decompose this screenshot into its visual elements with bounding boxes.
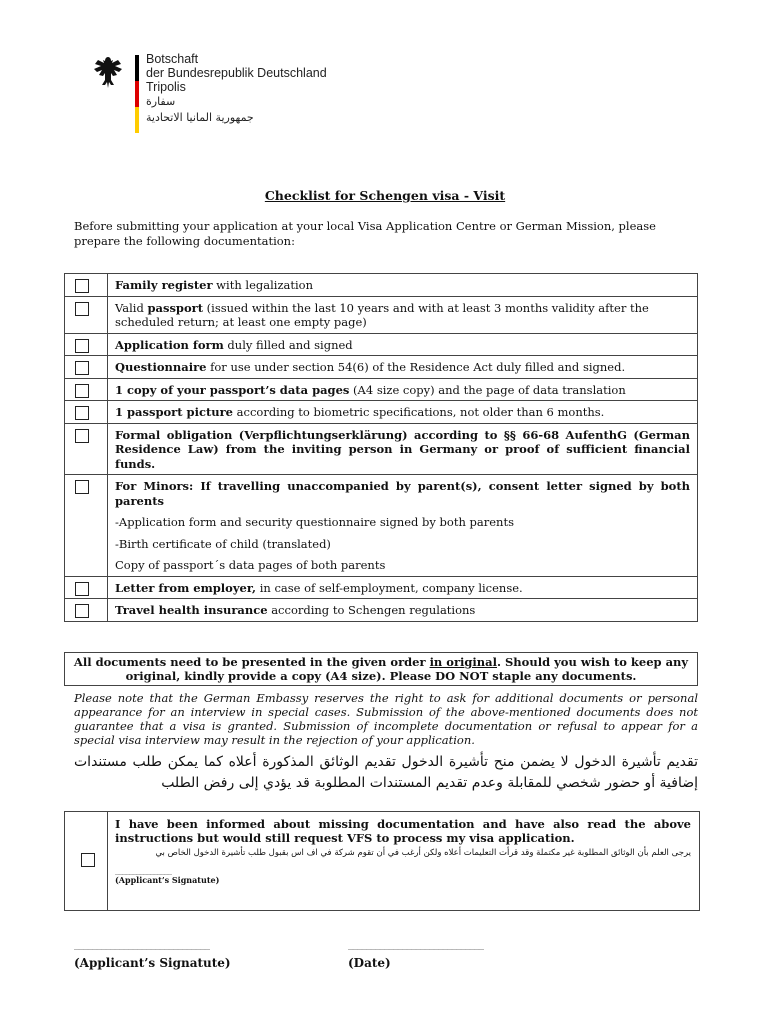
item-bold: passport — [147, 300, 204, 315]
embassy-note: Please note that the German Embassy reserves the right to ask for additional documents or personal appearance for an interview in special cases. Submission of the above-mentioned documents does not guarantee that a visa is granted. Submission of incomplete documentation or refusal to appear for a special visa interview may result in the rejection of your application. — [74, 691, 698, 747]
flag-black-stripe — [135, 55, 139, 81]
page-title: Checklist for Schengen visa - Visit — [264, 188, 506, 203]
item-bold: Letter from employer, — [115, 580, 257, 595]
embassy-arabic-1: سفارة — [146, 95, 176, 108]
date-line[interactable]: ______________________________ — [348, 937, 483, 950]
item-text: (issued within the last 10 years and with at least 3 months validity after the scheduled return; at least one empty page) — [115, 300, 649, 329]
checklist-row — [65, 333, 698, 356]
notice-text-1: All documents need to be presented in the given order — [73, 655, 430, 669]
checklist-row — [65, 599, 698, 622]
embassy-line-2: der Bundesrepublik Deutschland — [146, 66, 327, 80]
checkbox[interactable] — [75, 279, 89, 293]
item-bold: Application form — [115, 337, 224, 352]
date-label: (Date) — [348, 956, 391, 970]
eagle-icon — [92, 54, 124, 94]
item-text: duly filled and signed — [223, 337, 353, 352]
checklist-row — [65, 356, 698, 379]
checkbox[interactable] — [75, 361, 89, 375]
checklist-row — [65, 475, 698, 577]
checkbox[interactable] — [75, 406, 89, 420]
missing-docs-declaration — [64, 811, 700, 911]
item-bold: Family register — [115, 278, 213, 292]
applicant-signature-line[interactable]: ______________________________ — [74, 937, 209, 950]
original-documents-notice — [64, 652, 698, 686]
sub-item: Copy of passport´s data pages of both parents — [115, 558, 386, 572]
item-text: (A4 size copy) and the page of data translation — [349, 382, 626, 397]
checklist-row — [65, 401, 698, 424]
item-text: according to Schengen regulations — [267, 603, 476, 617]
item-bold: Questionnaire — [115, 360, 207, 374]
checklist-row — [65, 576, 698, 599]
declaration-checkbox[interactable] — [81, 853, 95, 867]
checkbox[interactable] — [75, 384, 89, 398]
declaration-signature-line[interactable]: ________________ — [115, 865, 171, 875]
item-text: in case of self-employment, company license. — [256, 580, 523, 595]
intro-text: Before submitting your application at your local Visa Application Centre or German Mission, please prepare the following documentation: — [74, 219, 656, 248]
checkbox[interactable] — [75, 302, 89, 316]
applicant-signature-label: (Applicant’s Signatute) — [74, 956, 231, 970]
checklist-table — [64, 273, 698, 622]
checklist-row — [65, 296, 698, 333]
embassy-arabic-2: جمهورية المانيا الاتحادية — [146, 111, 254, 124]
checklist-row — [65, 378, 698, 401]
checkbox[interactable] — [75, 339, 89, 353]
declaration-text: I have been informed about missing documentation and have also read the above instructions but would still request VFS to process my visa application. — [115, 817, 691, 845]
item-bold: For Minors: If travelling unaccompanied by parent(s), consent letter signed by both parents — [115, 479, 690, 508]
checkbox[interactable] — [75, 480, 89, 494]
checklist-row — [65, 423, 698, 475]
sub-item: -Application form and security questionnaire signed by both parents — [115, 515, 514, 529]
embassy-line-1: Botschaft — [146, 52, 199, 66]
notice-text-2: . Should you wish to keep any original, kindly provide a copy (A4 size). Please DO NOT staple any documents. — [125, 655, 689, 683]
flag-gold-stripe — [135, 107, 139, 133]
checkbox[interactable] — [75, 582, 89, 596]
embassy-note-arabic: تقديم تأشيرة الدخول لا يضمن منح تأشيرة الدخول تقديم الوثائق المذكورة أعلاه كما يمكن طلب مستندات إضافية أو حضور شخصي للمقابلة وعدم تقديم المستندات المطلوبة قد يؤدي إلى رفض الطلب — [74, 754, 698, 791]
flag-red-stripe — [135, 81, 139, 107]
embassy-name — [146, 52, 327, 126]
item-bold: Travel health insurance — [115, 603, 268, 617]
item-text: with legalization — [212, 278, 313, 292]
item-text: according to biometric specifications, not older than 6 months. — [233, 405, 605, 419]
flag-bar — [135, 55, 139, 133]
checkbox[interactable] — [75, 429, 89, 443]
sub-item: -Birth certificate of child (translated) — [115, 536, 331, 551]
item-text: for use under section 54(6) of the Residence Act duly filled and signed. — [206, 360, 626, 374]
item-bold: 1 copy of your passport’s data pages — [115, 382, 350, 397]
declaration-signature-label: (Applicant’s Signatute) — [115, 875, 220, 885]
item-bold: Formal obligation (Verpflichtungserklärung) according to §§ 66-68 AufenthG (German Residence Law) from the inviting person in Germany or proof of sufficient financial funds. — [115, 427, 690, 471]
checklist-row — [65, 274, 698, 297]
notice-underlined: in original — [429, 655, 497, 669]
item-prefix: Valid — [115, 300, 148, 315]
checkbox[interactable] — [75, 604, 89, 618]
item-bold: 1 passport picture — [115, 405, 233, 419]
embassy-line-3: Tripolis — [146, 80, 186, 94]
declaration-text-arabic: يرجى العلم بأن الوثائق المطلوبة غير مكتملة وقد قرأت التعليمات أعلاه ولكن أرغب في أن تقوم شركة في اف اس بقبول طلب تأشيرة الدخول الخاص بي — [155, 848, 691, 858]
